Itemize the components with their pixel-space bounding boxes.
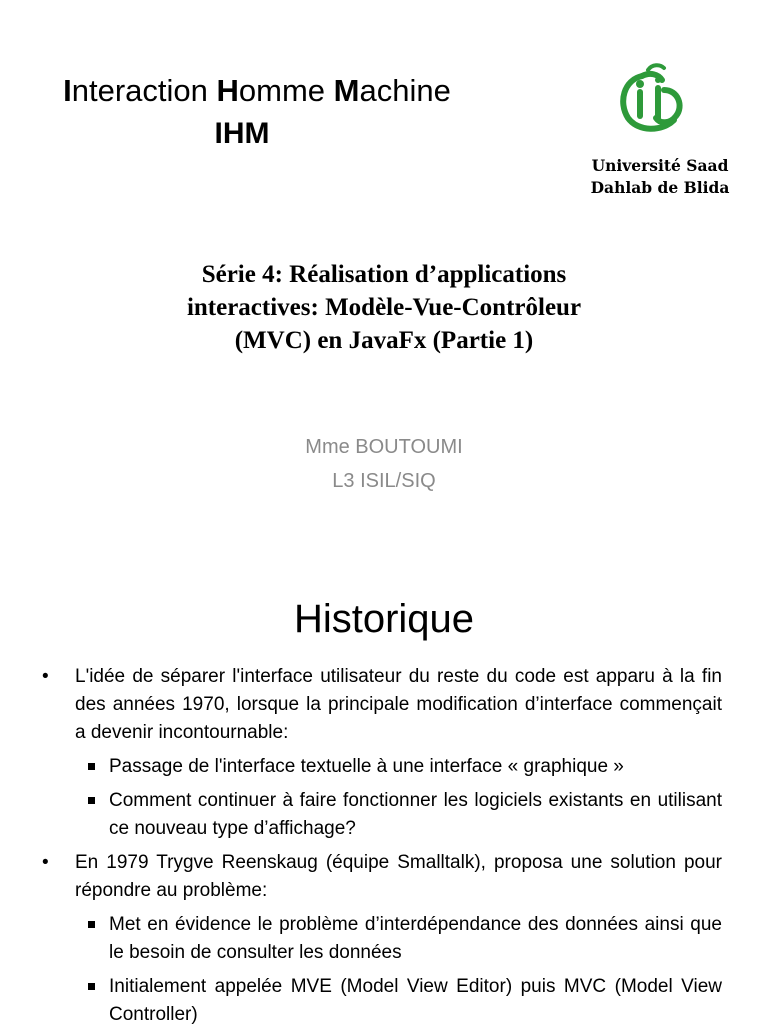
sub-bullet-text: Passage de l'interface textuelle à une interface « graphique » bbox=[109, 756, 624, 777]
sub-bullet-text: Met en évidence le problème d’interdépendance des données ainsi que le besoin de consulter les données bbox=[109, 914, 722, 963]
series-title-line-3: (MVC) en JavaFx (Partie 1) bbox=[234, 327, 534, 354]
course-title bbox=[22, 72, 492, 110]
university-name bbox=[570, 155, 750, 199]
historique-slide bbox=[0, 577, 768, 1024]
course-title-cap-1: I bbox=[63, 73, 72, 108]
bullet-item bbox=[42, 663, 722, 747]
course-title-cap-3: M bbox=[333, 73, 360, 108]
sub-bullet-item bbox=[88, 753, 722, 781]
slide-title: Historique bbox=[293, 597, 475, 641]
course-title-rest-3: achine bbox=[359, 73, 451, 108]
sub-bullet-item bbox=[88, 911, 722, 967]
course-title-rest-1: nteraction bbox=[71, 73, 217, 108]
sub-bullet-text: Initialement appelée MVE (Model View Editor) puis MVC (Model View Controller) bbox=[109, 976, 722, 1025]
university-line-1: Université Saad bbox=[591, 156, 729, 175]
series-title bbox=[90, 258, 678, 357]
course-title-cap-2: H bbox=[216, 73, 239, 108]
sub-bullet-text: Comment continuer à faire fonctionner les logiciels existants en utilisant ce nouveau type d’affichage? bbox=[109, 790, 722, 839]
course-title-rest-2: omme bbox=[238, 73, 334, 108]
course-abbreviation: IHM bbox=[214, 117, 270, 150]
bullet-text: En 1979 Trygve Reenskaug (équipe Smalltalk), proposa une solution pour répondre au problème: bbox=[75, 852, 722, 901]
class-name: L3 ISIL/SIQ bbox=[332, 470, 436, 492]
square-bullet-icon bbox=[88, 983, 95, 990]
bullet-dot-icon: • bbox=[42, 852, 49, 873]
author-name: Mme BOUTOUMI bbox=[305, 436, 463, 458]
bullet-text: L'idée de séparer l'interface utilisateur du reste du code est apparu à la fin des années 1970, lorsque la principale modification d’interface commençait a devenir incontournable: bbox=[75, 666, 722, 743]
slide-body bbox=[42, 663, 722, 1035]
sub-bullet-item bbox=[88, 787, 722, 843]
bullet-dot-icon: • bbox=[42, 666, 49, 687]
author-block bbox=[0, 430, 768, 498]
university-logo-icon bbox=[612, 62, 690, 136]
series-title-line-1: Série 4: Réalisation d’applications bbox=[201, 261, 567, 288]
series-title-line-2: interactives: Modèle-Vue-Contrôleur bbox=[186, 294, 582, 321]
university-line-2: Dahlab de Blida bbox=[590, 178, 730, 197]
sub-bullet-item bbox=[88, 973, 722, 1029]
bullet-item bbox=[42, 849, 722, 905]
square-bullet-icon bbox=[88, 921, 95, 928]
square-bullet-icon bbox=[88, 797, 95, 804]
square-bullet-icon bbox=[88, 763, 95, 770]
